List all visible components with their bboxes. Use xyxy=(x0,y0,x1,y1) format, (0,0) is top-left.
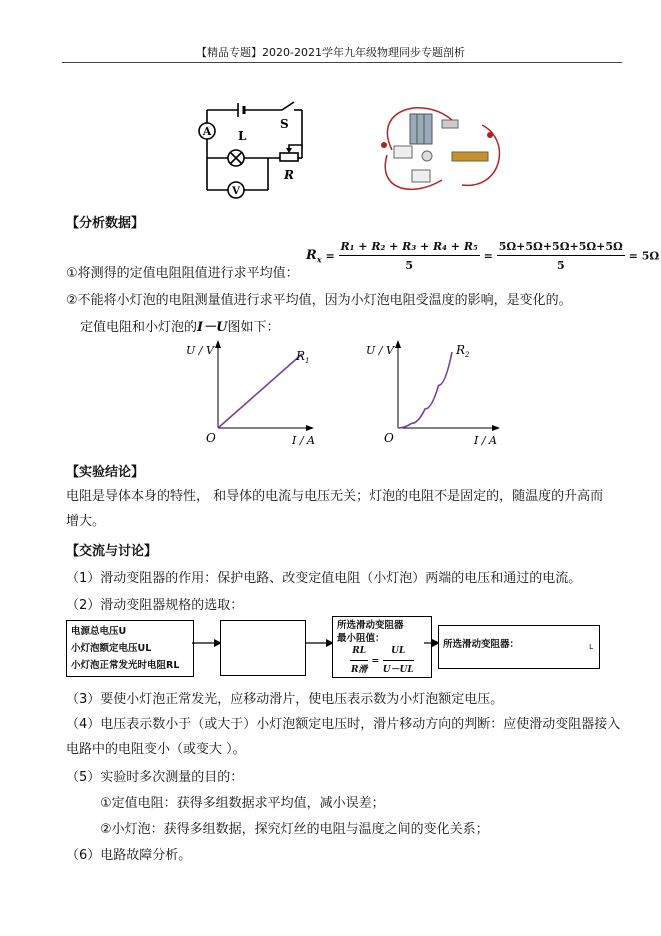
iu-charts xyxy=(180,336,520,454)
discussion-item4: （4）电压表示数小于（或大于）小灯泡额定电压时，滑片移动方向的判断：应使滑动变阻器接入电路中的电阻变小（或变大 ）。 xyxy=(66,717,621,757)
flow-input-resistance: 小灯泡正常发光时电阻RL xyxy=(71,660,180,671)
apparatus-photo xyxy=(372,100,507,200)
discussion-item6: （6）电路故障分析。 xyxy=(66,848,192,863)
chart2-origin: O xyxy=(384,431,394,445)
formula-lhs: $R_x$ xyxy=(306,247,322,265)
formula-result: = 5Ω xyxy=(628,249,660,263)
switch-label: S xyxy=(280,117,289,131)
flow-min-title-1: 所选滑动变阻器 xyxy=(337,620,404,631)
analysis-heading: 【分析数据】 xyxy=(66,216,145,231)
flow-input-voltage: 电源总电压U xyxy=(71,626,127,637)
flow-arrow-2 xyxy=(306,636,334,650)
discussion-item3: （3）要使小灯泡正常发光，应移动滑片，使电压表示数为小灯泡额定电压。 xyxy=(66,692,504,707)
analysis-item2: ②不能将小灯泡的电阻测量值进行求平均值，因为小灯泡电阻受温度的影响，是变化的。 xyxy=(66,293,572,308)
graph-intro: 定值电阻和小灯泡的I－U图如下： xyxy=(80,320,280,335)
flow-ratio-formula: $\frac{RL}{\text{R滑}}$ = $\frac{UL}{U-UL}$ xyxy=(350,646,414,675)
average-formula: $R_x$ = $\frac{\text{R₁ + R₂ + R₃ + R₄ + R₅}}{5}$ = $\frac{5\Omega+5\Omega+5\Omega+5\Omega+5\Omega}{5}$ = 5Ω xyxy=(306,240,660,272)
chart1-origin: O xyxy=(206,431,216,445)
chart2-xlabel: I / A xyxy=(474,434,497,447)
flow-box-min-resistance xyxy=(332,616,432,678)
lamp-label: L xyxy=(238,129,247,143)
conclusion-heading: 【实验结论】 xyxy=(66,465,145,480)
analysis-item1: ①将测得的定值电阻阻值进行求平均值： xyxy=(66,266,299,281)
chart1-series-label: $R_1$ xyxy=(296,349,310,365)
flow-box-empty xyxy=(220,620,306,676)
flow-selected-label: 所选滑动变阻器： xyxy=(443,639,520,650)
formula-fraction-1: $\frac{\text{R₁ + R₂ + R₃ + R₄ + R₅}}{5}$ xyxy=(340,240,478,272)
discussion-item5: （5）实验时多次测量的目的： xyxy=(66,770,244,785)
conclusion-text: 电阻是导体本身的特性， 和导体的电流与电压无关；灯泡的电阻不是固定的，随温度的升高而增大。 xyxy=(66,489,604,529)
flow-input-rated-voltage: 小灯泡额定电压UL xyxy=(71,643,152,654)
flow-box-selected-rheostat xyxy=(438,625,600,669)
discussion-item2: （2）滑动变阻器规格的选取： xyxy=(66,598,244,613)
chart-r2 xyxy=(366,340,500,447)
chart1-ylabel: U / V xyxy=(186,344,214,357)
chart2-series-r2 xyxy=(398,352,452,428)
header-rule xyxy=(62,62,622,63)
flow-selected-sub: L xyxy=(589,643,593,651)
chart2-ylabel: U / V xyxy=(366,344,394,357)
voltmeter-label: V xyxy=(232,186,240,197)
chart1-series-r1 xyxy=(218,354,302,428)
discussion-item5b: ②小灯泡：获得多组数据，探究灯丝的电阻与温度之间的变化关系； xyxy=(100,822,489,837)
rheostat-label: R xyxy=(284,168,294,182)
circuit-diagram xyxy=(190,98,320,208)
flow-box-inputs xyxy=(66,620,194,677)
chart2-series-label: $R_2$ xyxy=(456,343,470,359)
ammeter-label: A xyxy=(202,125,212,138)
page-header: 【精品专题】2020-2021学年九年级物理同步专题剖析 xyxy=(196,46,465,59)
discussion-heading: 【交流与讨论】 xyxy=(66,544,158,559)
flow-arrow-1 xyxy=(192,636,222,650)
discussion-item1: （1）滑动变阻器的作用：保护电路、改变定值电阻（小灯泡）两端的电压和通过的电流。 xyxy=(66,571,582,586)
chart1-xlabel: I / A xyxy=(292,434,315,447)
flow-min-title-2: 最小阻值： xyxy=(337,633,385,644)
discussion-item5a: ①定值电阻：获得多组数据求平均值，减小误差； xyxy=(100,796,385,811)
formula-fraction-2: $\frac{5\Omega+5\Omega+5\Omega+5\Omega+5\Omega}{5}$ xyxy=(498,240,623,272)
chart-r1 xyxy=(186,340,315,447)
